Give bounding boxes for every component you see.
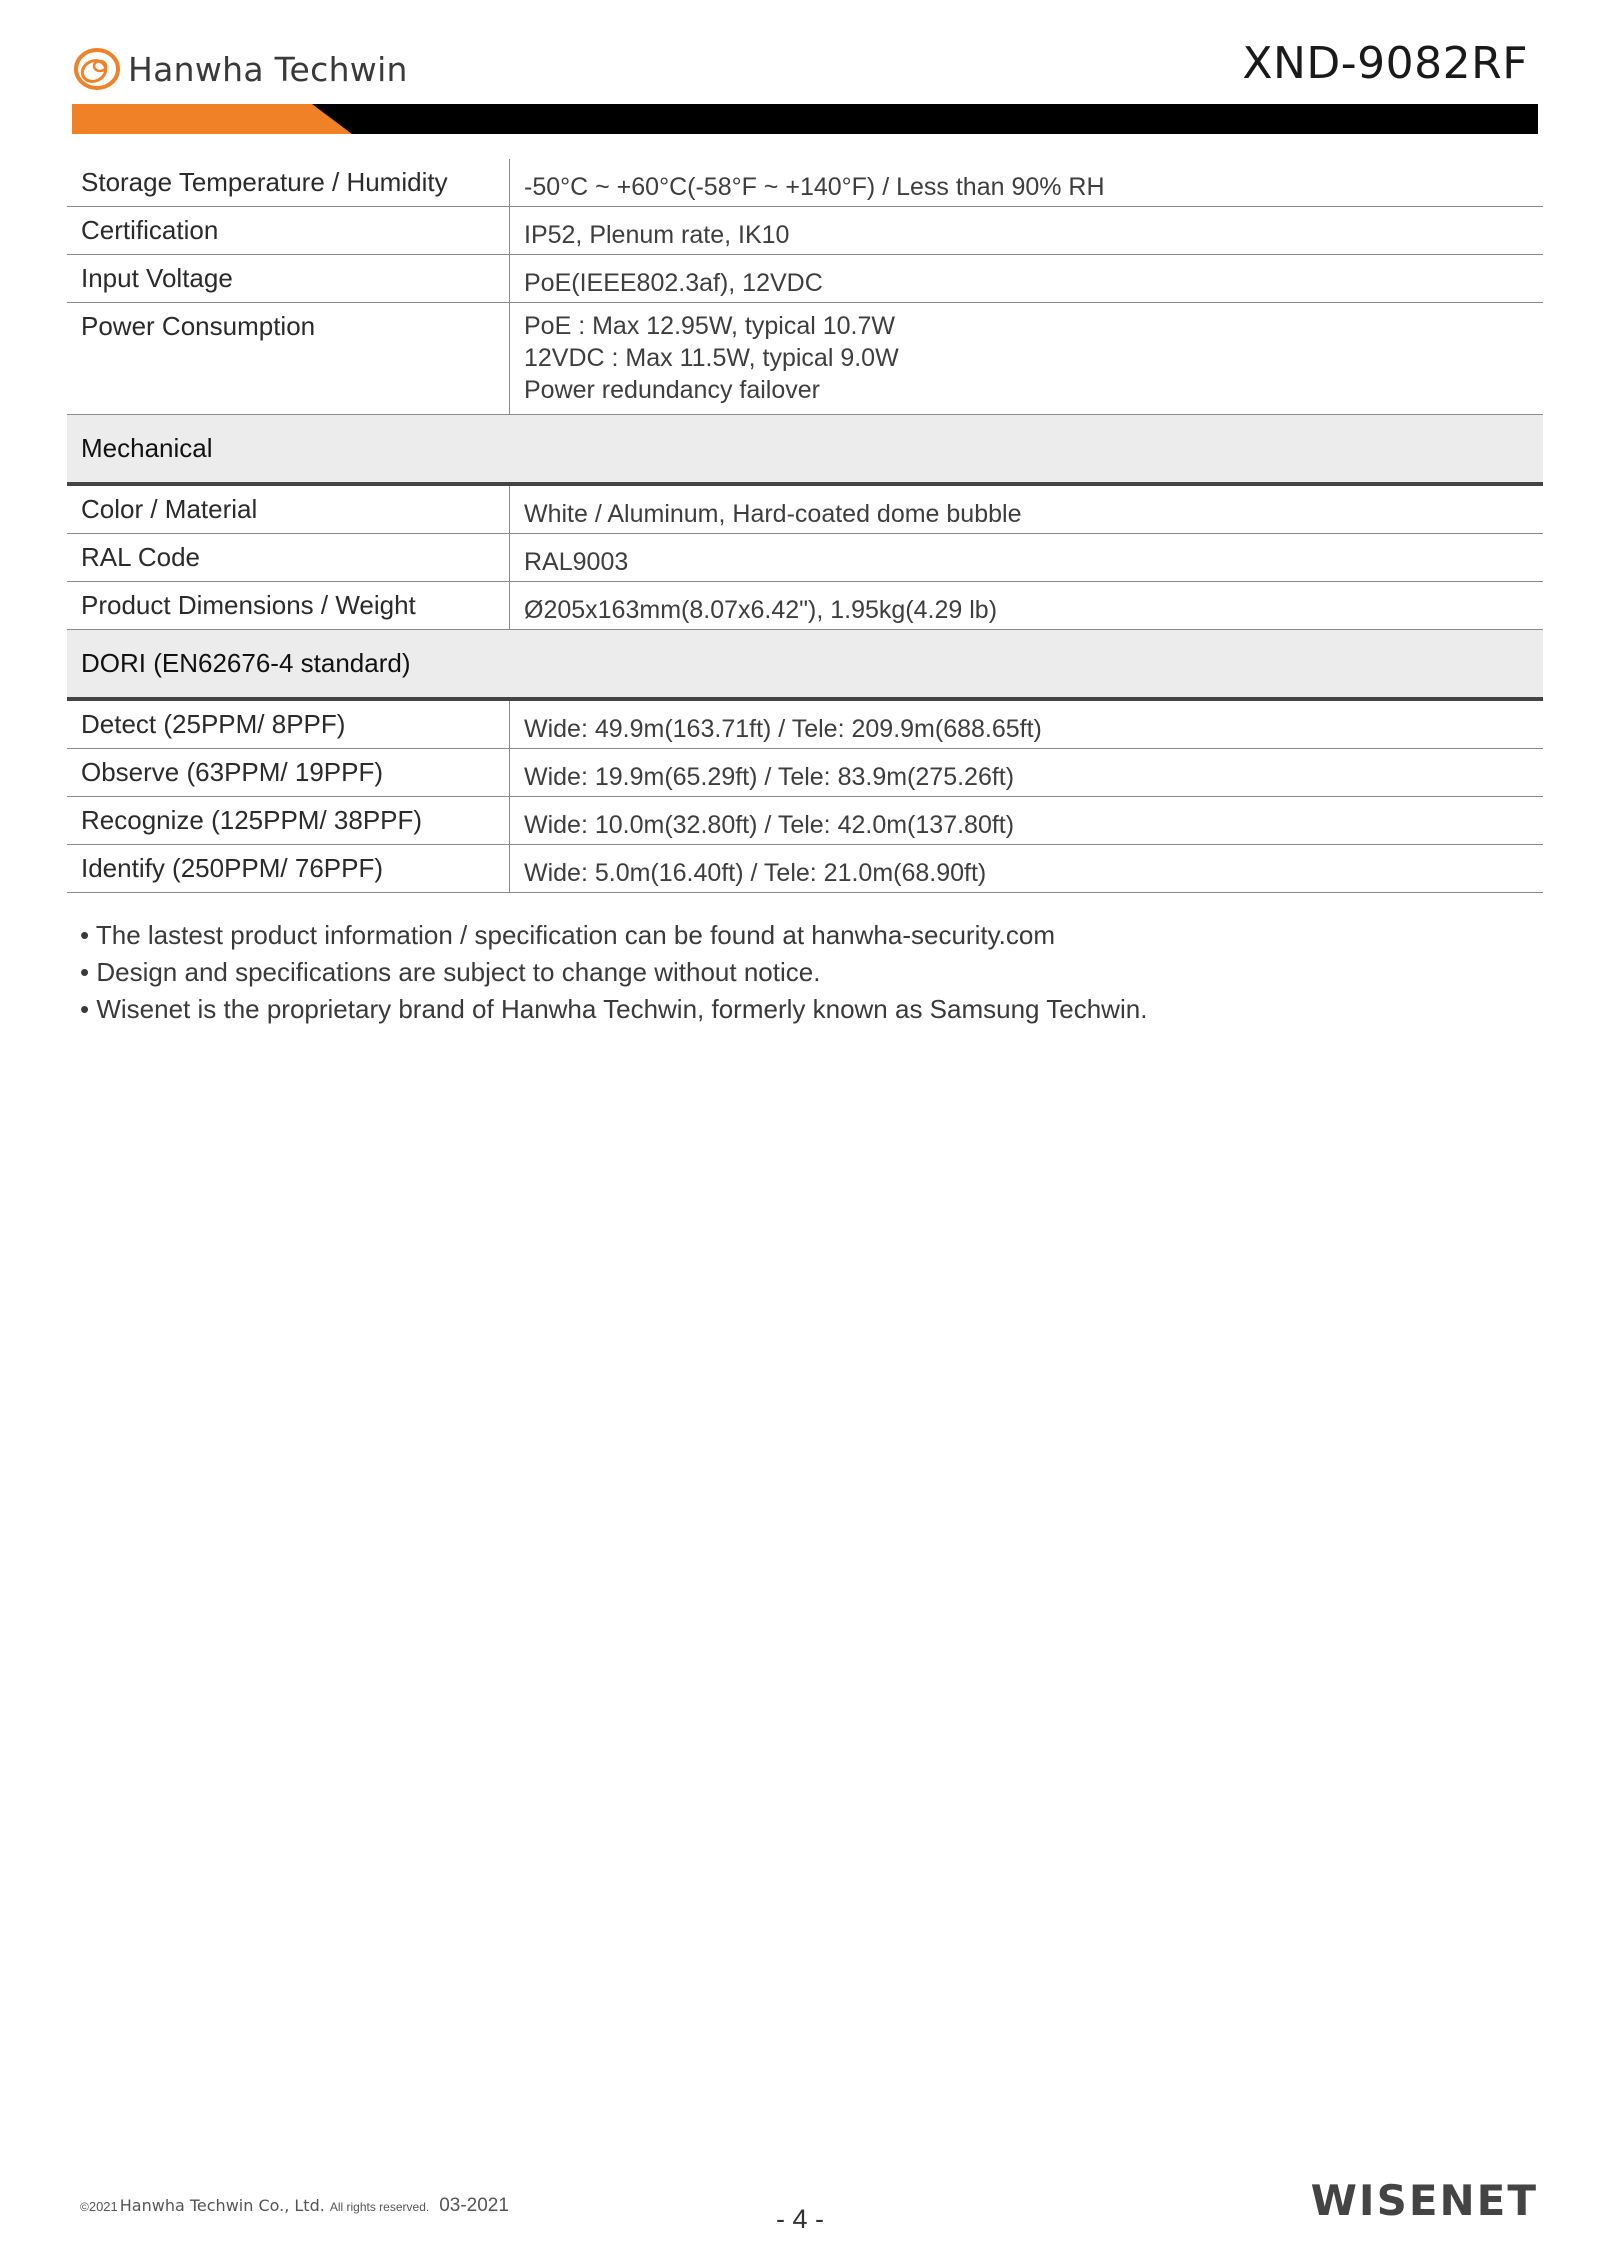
spec-value: Ø205x163mm(8.07x6.42"), 1.95kg(4.29 lb) [524, 596, 998, 624]
note-item: • Design and specifications are subject to change without notice. [80, 957, 821, 987]
spec-row [67, 797, 1543, 845]
notes-list [80, 917, 1147, 1028]
spec-label: Color / Material [67, 486, 510, 533]
copyright-year: 2021 [88, 2199, 118, 2214]
spec-value-line: Power redundancy failover [524, 376, 820, 404]
copyright-rights: All rights reserved. [329, 2200, 430, 2214]
spec-row [67, 159, 1543, 207]
model-number: XND-9082RF [1242, 38, 1528, 89]
spec-label: Identify (250PPM/ 76PPF) [67, 845, 510, 892]
spec-value: Wide: 49.9m(163.71ft) / Tele: 209.9m(688.65ft) [524, 715, 1042, 743]
spec-label: Input Voltage [67, 255, 510, 302]
spec-value: White / Aluminum, Hard-coated dome bubble [524, 500, 1022, 528]
spec-value: Wide: 5.0m(16.40ft) / Tele: 21.0m(68.90ft) [524, 859, 987, 887]
spec-table [67, 159, 1543, 893]
spec-label: RAL Code [67, 534, 510, 581]
spec-row [67, 845, 1543, 893]
note-item: • The lastest product information / specification can be found at hanwha-security.com [80, 920, 1055, 950]
spec-value: IP52, Plenum rate, IK10 [524, 221, 790, 249]
spec-label: Storage Temperature / Humidity [67, 159, 510, 206]
copyright-symbol: © [80, 2200, 89, 2214]
spec-row [67, 303, 1543, 415]
section-header-dori: DORI (EN62676-4 standard) [67, 630, 1543, 701]
spec-value-line: PoE : Max 12.95W, typical 10.7W [524, 312, 895, 340]
note-item: • Wisenet is the proprietary brand of Hanwha Techwin, formerly known as Samsung Techwin. [80, 994, 1148, 1024]
spec-value: -50°C ~ +60°C(-58°F ~ +140°F) / Less than 90% RH [524, 173, 1105, 201]
spec-value-line: 12VDC : Max 11.5W, typical 9.0W [524, 344, 899, 372]
spec-value: Wide: 19.9m(65.29ft) / Tele: 83.9m(275.26ft) [524, 763, 1015, 791]
spec-row [67, 534, 1543, 582]
logo-text: Hanwha Techwin [128, 49, 408, 89]
spec-value [510, 303, 1543, 414]
page-number: - 4 - [775, 2204, 824, 2234]
spec-label: Detect (25PPM/ 8PPF) [67, 701, 510, 748]
hanwha-swirl-icon [72, 45, 122, 93]
spec-row [67, 207, 1543, 255]
spec-row [67, 255, 1543, 303]
header-bar [72, 104, 1538, 134]
spec-label: Power Consumption [67, 303, 510, 414]
header-bar-accent [72, 104, 352, 134]
spec-row [67, 582, 1543, 630]
spec-row [67, 749, 1543, 797]
wisenet-logo: WISENET [1310, 2176, 1538, 2225]
spec-label: Recognize (125PPM/ 38PPF) [67, 797, 510, 844]
company-logo [72, 44, 408, 94]
section-header-mechanical: Mechanical [67, 415, 1543, 486]
spec-label: Product Dimensions / Weight [67, 582, 510, 629]
spec-value: Wide: 10.0m(32.80ft) / Tele: 42.0m(137.80ft) [524, 811, 1015, 839]
spec-label: Observe (63PPM/ 19PPF) [67, 749, 510, 796]
spec-value: PoE(IEEE802.3af), 12VDC [524, 269, 823, 297]
spec-value: RAL9003 [524, 548, 629, 576]
spec-row [67, 486, 1543, 534]
document-date: 03-2021 [439, 2195, 509, 2216]
spec-row [67, 701, 1543, 749]
copyright-company: Hanwha Techwin Co., Ltd. [119, 2196, 325, 2215]
spec-label: Certification [67, 207, 510, 254]
